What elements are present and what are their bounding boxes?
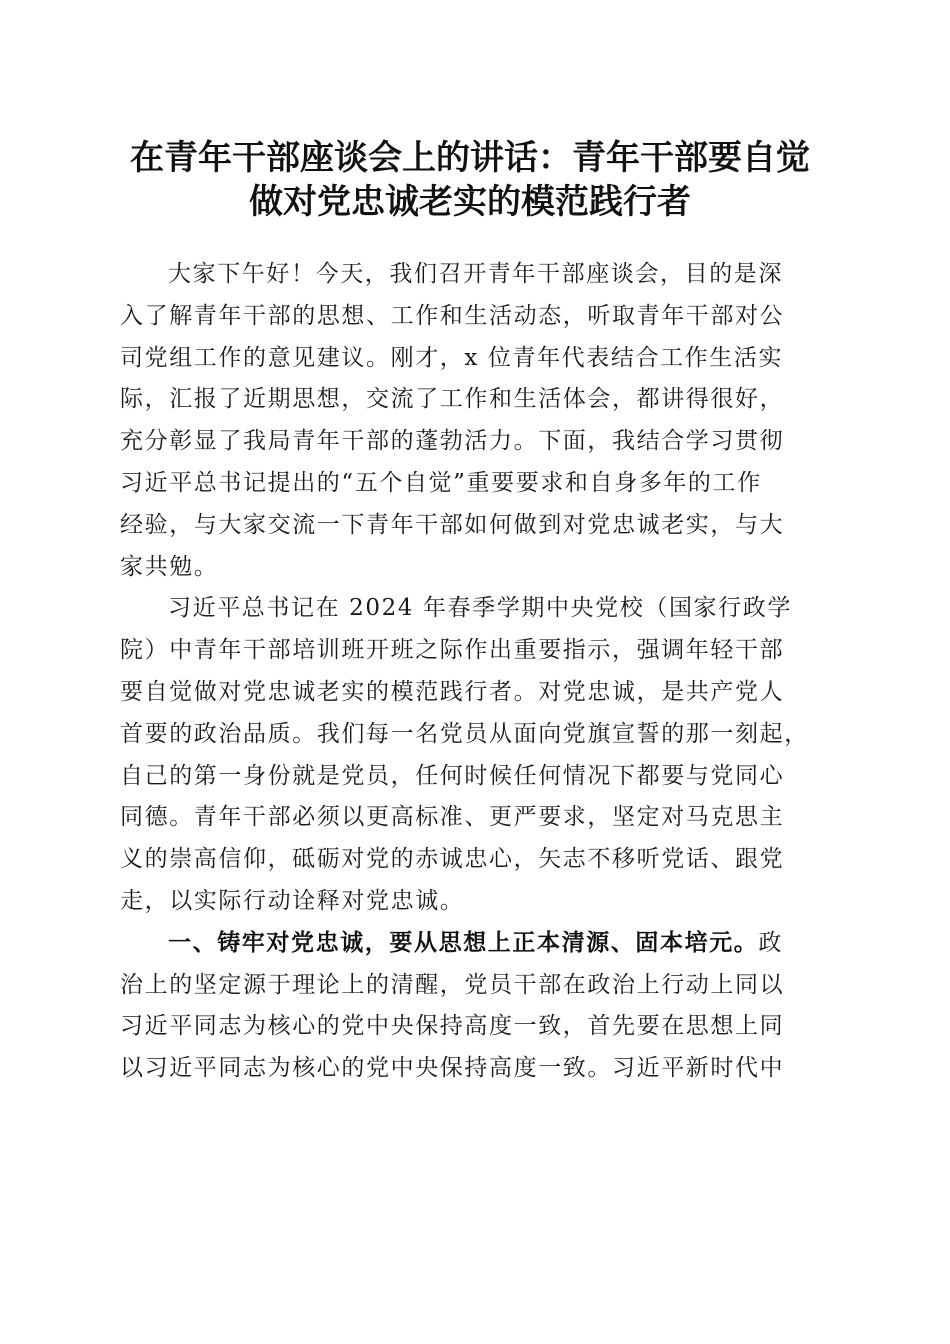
text-line: 要自觉做对党忠诚老实的模范践行者。对党忠诚，是共产党人 bbox=[120, 678, 785, 705]
title-line-1: 在青年干部座谈会上的讲话：青年干部要自觉 bbox=[130, 138, 810, 178]
text-line: 以习近平同志为核心的党中央保持高度一致。习近平新时代中 bbox=[120, 1055, 785, 1082]
paragraph-instruction bbox=[120, 588, 826, 922]
text-line: 家共勉。 bbox=[120, 553, 219, 580]
text-line: 同德。青年干部必须以更高标准、更严要求，坚定对马克思主 bbox=[120, 804, 785, 831]
text-line: 义的崇高信仰，砥砺对党的赤诚忠心，矢志不移听党话、跟党 bbox=[120, 846, 785, 873]
text-line: 入了解青年干部的思想、工作和生活动态，听取青年干部对公 bbox=[120, 302, 785, 329]
text-line: 大家下午好！今天，我们召开青年干部座谈会，目的是深 bbox=[168, 261, 783, 287]
text-line: 首要的政治品质。我们每一名党员从面向党旗宣誓的那一刻起， bbox=[120, 720, 809, 747]
text-line: 院）中青年干部培训班开班之际作出重要指示，强调年轻干部 bbox=[120, 637, 785, 664]
text-line: 习近平总书记提出的“五个自觉”重要要求和自身多年的工作 bbox=[120, 469, 762, 496]
text-line: 际，汇报了近期思想，交流了工作和生活体会，都讲得很好， bbox=[120, 386, 785, 413]
paragraph-greeting bbox=[120, 254, 826, 588]
text-line: 走，以实际行动诠释对党忠诚。 bbox=[120, 887, 465, 914]
section-heading: 一、铸牢对党忠诚，要从思想上正本清源、固本培元。 bbox=[168, 929, 759, 956]
document-title bbox=[100, 136, 840, 224]
section-heading-line bbox=[120, 923, 826, 965]
heading-line-rest: 政 bbox=[758, 929, 784, 956]
text-line: 经验，与大家交流一下青年干部如何做到对党忠诚老实，与大 bbox=[120, 511, 785, 538]
text-line: 充分彰显了我局青年干部的蓬勃活力。下面，我结合学习贯彻 bbox=[120, 428, 785, 455]
text-line: 习近平同志为核心的党中央保持高度一致，首先要在思想上同 bbox=[120, 1013, 785, 1040]
document-body bbox=[120, 254, 826, 1090]
text-line: 自己的第一身份就是党员，任何时候任何情况下都要与党同心 bbox=[120, 762, 785, 789]
title-line-2: 做对党忠诚老实的模范践行者 bbox=[249, 182, 691, 222]
text-line: 治上的坚定源于理论上的清醒，党员干部在政治上行动上同以 bbox=[120, 971, 785, 998]
text-line: 司党组工作的意见建议。刚才，x 位青年代表结合工作生活实 bbox=[120, 344, 784, 371]
text-line: 习近平总书记在 2024 年春季学期中央党校（国家行政学 bbox=[168, 595, 792, 622]
paragraph-section-one bbox=[120, 923, 826, 1090]
